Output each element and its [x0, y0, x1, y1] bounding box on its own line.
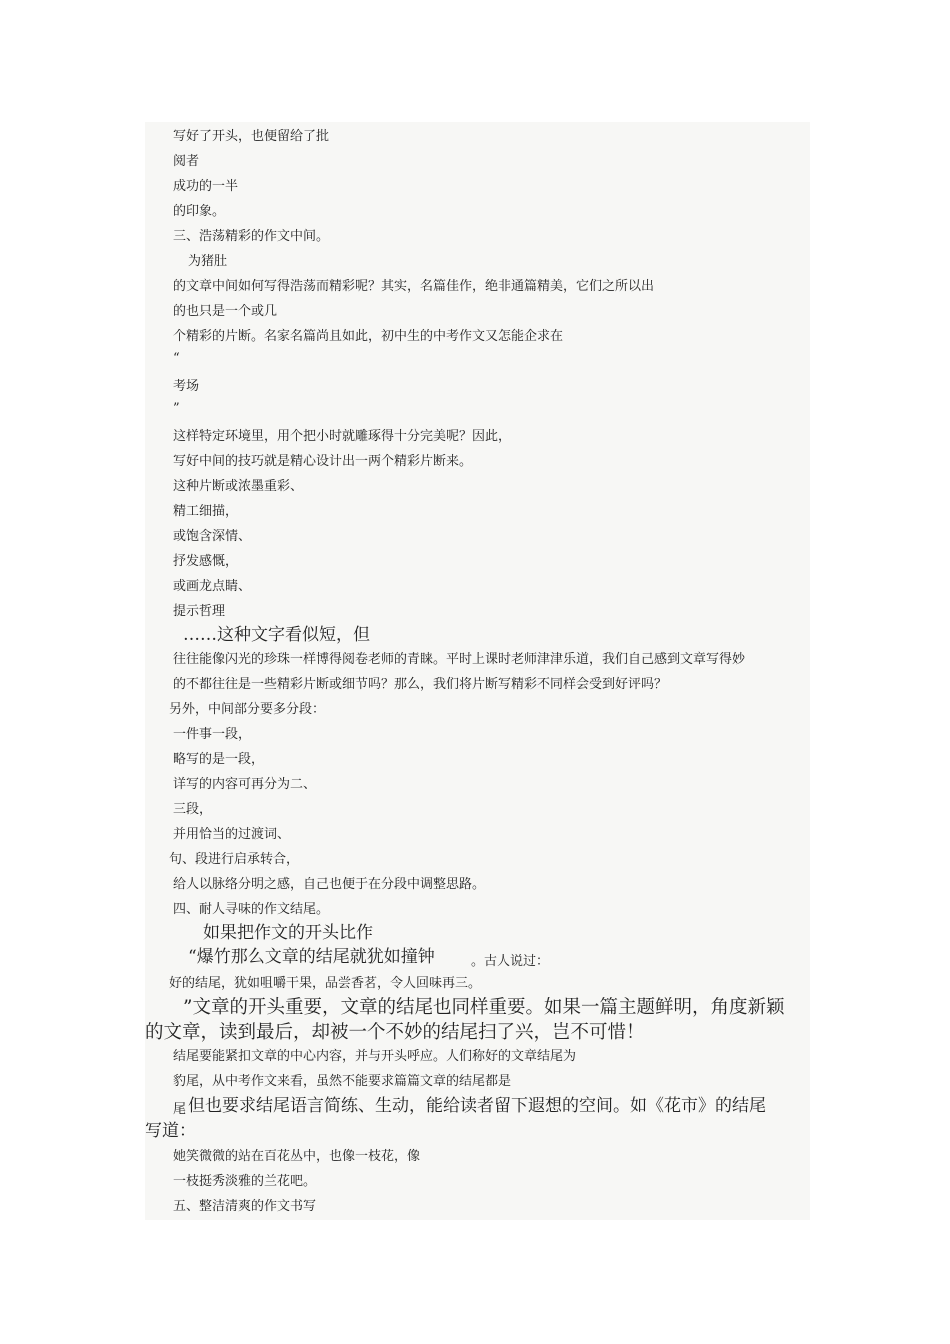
text-line: 的文章中间如何写得浩荡而精彩呢？其实，名篇佳作，绝非通篇精美，它们之所以出 [173, 279, 655, 294]
text-line: 尾 [173, 1102, 187, 1117]
text-line: 一枝挺秀淡雅的兰花吧。 [173, 1174, 317, 1189]
text-line: 如果把作文的开头比作 [203, 923, 373, 943]
text-line: 她笑微微的站在百花丛中，也像一枝花，像 [173, 1149, 421, 1164]
text-line: 为猪肚 [188, 254, 228, 269]
text-line: 但也要求结尾语言简练、生动，能给读者留下遐想的空间。如《花市》的结尾 [188, 1096, 766, 1116]
text-line: 写好中间的技巧就是精心设计出一两个精彩片断来。 [173, 454, 473, 469]
text-line: “爆竹那么文章的结尾就犹如撞钟 [188, 947, 435, 967]
text-line: 这种片断或浓墨重彩、 [173, 479, 304, 494]
text-line: 提示哲理 [173, 604, 226, 619]
text-line: 三段， [173, 802, 213, 817]
text-line: 考场 [173, 379, 200, 394]
text-line: 句、段进行启承转合， [169, 852, 300, 867]
text-line: 给人以脉络分明之感，自己也便于在分段中调整思路。 [173, 877, 486, 892]
text-line: 成功的一半 [173, 179, 239, 194]
text-line: 写道： [145, 1121, 196, 1141]
text-line: “ [173, 351, 180, 366]
text-line: 写好了开头，也便留给了批 [173, 129, 330, 144]
text-line: 精工细描， [173, 504, 239, 519]
text-line: 另外，中间部分要多分段： [169, 702, 326, 717]
text-line: 略写的是一段， [173, 752, 265, 767]
text-line: 的文章，读到最后，却被一个不妙的结尾扫了兴，岂不可惜！ [145, 1022, 645, 1043]
text-line: 结尾要能紧扣文章的中心内容，并与开头呼应。人们称好的文章结尾为 [173, 1049, 577, 1064]
text-line: 个精彩的片断。名家名篇尚且如此，初中生的中考作文又怎能企求在 [173, 329, 564, 344]
text-line: 或画龙点睛、 [173, 579, 252, 594]
section-heading: 三、浩荡精彩的作文中间。 [173, 229, 330, 244]
text-line: ”文章的开头重要，文章的结尾也同样重要。如果一篇主题鲜明，角度新颖 [183, 997, 785, 1018]
section-heading: 五、整洁清爽的作文书写 [173, 1199, 317, 1214]
text-line: 并用恰当的过渡词、 [173, 827, 291, 842]
text-line: 这样特定环境里，用个把小时就雕琢得十分完美呢？因此， [173, 429, 512, 444]
text-line: 抒发感慨， [173, 554, 239, 569]
text-line: 的不都往往是一些精彩片断或细节吗？那么，我们将片断写精彩不同样会受到好评吗？ [173, 677, 668, 692]
text-line: 的也只是一个或几 [173, 304, 278, 319]
text-line: 。古人说过： [471, 954, 550, 969]
text-line: 的印象。 [173, 204, 226, 219]
text-line: 往往能像闪光的珍珠一样博得阅卷老师的青睐。平时上课时老师津津乐道，我们自己感到文章写得妙 [173, 652, 746, 667]
text-line: ” [173, 401, 180, 416]
text-line: 或饱含深情、 [173, 529, 252, 544]
text-line: 豹尾，从中考作文来看，虽然不能要求篇篇文章的结尾都是 [173, 1074, 512, 1089]
text-line: 详写的内容可再分为二、 [173, 777, 317, 792]
text-line: 好的结尾，犹如咀嚼干果，品尝香茗，令人回味再三。 [169, 976, 482, 991]
text-line: ……这种文字看似短，但 [183, 625, 370, 645]
section-heading: 四、耐人寻味的作文结尾。 [173, 902, 330, 917]
text-line: 一件事一段， [173, 727, 252, 742]
text-line: 阅者 [173, 154, 200, 169]
